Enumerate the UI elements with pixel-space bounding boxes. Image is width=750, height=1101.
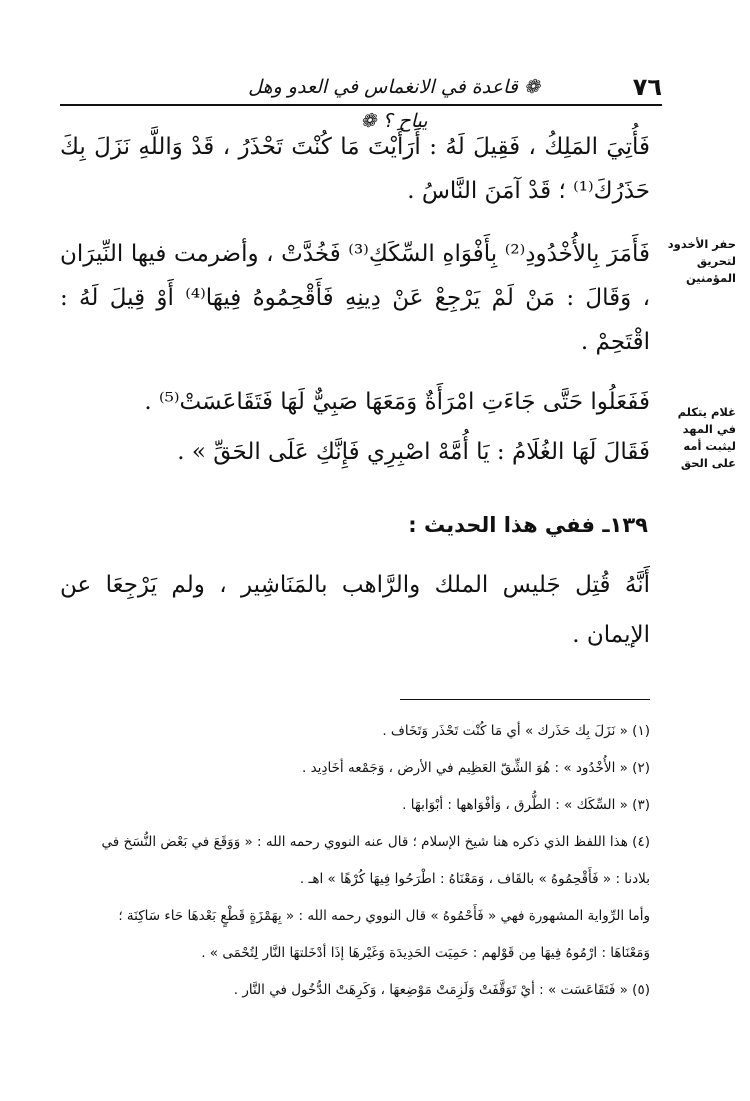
main-paragraph-5: أَنَّهُ قُتِل جَليس الملك والرَّاهب بالمَنَاشِير ، ولم يَرْجِعَا عن الإيمان .	[60, 572, 650, 648]
footnote-4-line-3: وأما الرِّواية المشهورة فهي « فَأَحْمُوهُ » قال النووي رحمه الله : « بِهَمْزَةٍ قَطْعٍ بَعْدهَا حَاء سَاكِنَة ؛	[118, 908, 650, 924]
footnote-1: (١) « نَزَلَ بِك حَذَرك » أي مَا كُنْت تَحْذَر وَتَخَاف .	[382, 723, 650, 739]
margin-note-1: حفر الأخدود لتحريق المؤمنين	[667, 237, 736, 285]
page-number: ٧٦	[632, 73, 662, 101]
page-header	[60, 70, 662, 132]
footnote-3: (٣) « السِّكَك » : الطُّرق ، وَأفْوَاهها : أبْوَابهَا .	[402, 797, 650, 813]
footnote-divider	[400, 699, 650, 700]
footnote-2: (٢) « الأُخْدُود » : هُوَ الشِّقّ العَظِيم في الأرض ، وَجَمْعه أخَادِيد .	[302, 760, 650, 776]
running-title: ❁ قاعدة في الانغماس في العدو وهل يباح ؟ ❁	[248, 76, 540, 132]
footnote-4-line-1: (٤) هذا اللفظ الذي ذكره هنا شيخ الإسلام ؛ قال عنه النووي رحمه الله : « وَوَقَعَ في بَعْض النُّسَخ في	[101, 834, 650, 850]
footnote-4-line-2: بلادنا : « فَأَقْحِمُوهُ » بالقَاف ، وَمَعْنَاهُ : اطْرَحُوا فِيهَا كُرْهًا » اهـ .	[299, 871, 650, 887]
main-paragraph-1: فَأُتِيَ المَلِكُ ، فَقِيلَ لَهُ : أَرَأَيْتَ مَا كُنْتَ تَحْذَرُ ، قَدْ وَاللَّهِ نَزَلَ بِكَ حَذَرُكَ⁽¹⁾ ؛ قَدْ آمَنَ النَّاسُ .	[60, 134, 650, 204]
main-paragraph-4: فَقَالَ لَهَا الغُلَامُ : يَا أُمَّهْ اصْبِرِي فَإِنَّكِ عَلَى الحَقِّ » .	[177, 439, 650, 465]
main-paragraph-2: فَأَمَرَ بِالأُخْدُودِ⁽²⁾ بِأَفْوَاهِ السِّكَكِ⁽³⁾ فَخُدَّتْ ، وأضرمت فيها النِّيرَان ، وَقَالَ : مَنْ لَمْ يَرْجِعْ عَنْ دِينِهِ فَأَقْحِمُوهُ فِيهَا⁽⁴⁾ أَوْ قِيلَ لَهُ : اقْتَحِمْ .	[60, 241, 650, 355]
section-heading: ١٣٩ـ ففي هذا الحديث :	[408, 513, 648, 537]
footnotes-section	[60, 716, 650, 1012]
footnote-4-line-4: وَمَعْنَاهَا : ارْمُوهُ فِيهَا مِن قَوْلهم : حَمِيَت الحَدِيدَة وَغَيْرهَا إذَا أدْخَلتهَا النَّار لِتُحْمَى » .	[201, 945, 650, 961]
footnote-5: (٥) « فَتَقَاعَسَت » : أيْ تَوَقَّفَتْ وَلَزِمَتْ مَوْضِعهَا ، وَكَرِهَتْ الدُّخُول في النَّار .	[233, 982, 650, 998]
main-paragraph-3: فَفَعَلُوا حَتَّى جَاءَتِ امْرَأَةٌ وَمَعَهَا صَبِيٌّ لَهَا فَتَقَاعَسَتْ⁽⁵⁾ .	[144, 389, 650, 415]
margin-note-2: غلام يتكلم في المهد ليثبت أمه على الحق	[677, 405, 736, 470]
